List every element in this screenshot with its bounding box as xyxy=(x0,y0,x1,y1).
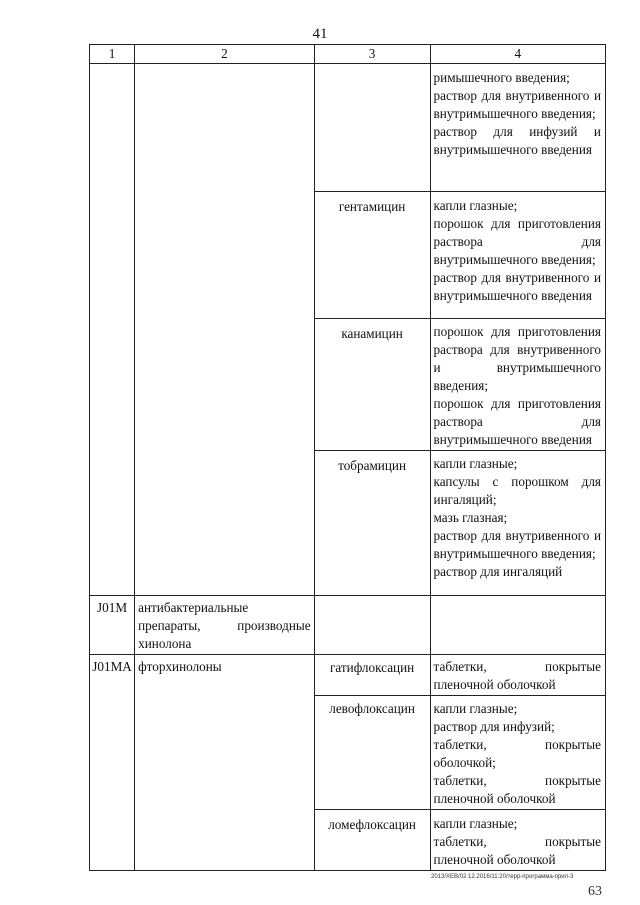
form-line: раствор для ингаляций xyxy=(433,564,563,579)
forms-cell: таблетки, покрытые пленочной оболочкой xyxy=(430,655,605,696)
group-cell: антибактериальные препараты, производные хинолона xyxy=(135,596,315,655)
forms-cell xyxy=(430,64,605,192)
form-line: раствор для инфузий; xyxy=(433,719,555,734)
form-line: капли глазные; xyxy=(433,701,518,716)
column-header-2: 2 xyxy=(135,45,315,64)
forms-cell xyxy=(430,192,605,319)
code-cell: J01MA xyxy=(90,655,135,871)
drug-cell: гатифлоксацин xyxy=(314,655,430,696)
column-header-1: 1 xyxy=(90,45,135,64)
forms-cell xyxy=(430,596,605,655)
group-cell xyxy=(135,64,315,596)
form-line: раствор для инфузий и внутримышечного введения xyxy=(433,124,601,157)
form-line: порошок для приготовления раствора для внутривенного и внутримышечного введения; xyxy=(433,324,601,393)
table-header-row xyxy=(90,45,606,64)
form-line: капсулы с порошком для ингаляций; xyxy=(433,474,601,507)
code-cell xyxy=(90,64,135,596)
page-number: 41 xyxy=(312,26,328,42)
forms-cell xyxy=(430,451,605,596)
drug-cell: левофлоксацин xyxy=(314,696,430,810)
form-line: мазь глазная; xyxy=(433,510,508,525)
form-line: римышечного введения; xyxy=(433,70,570,85)
medicines-table xyxy=(89,44,606,871)
form-line: раствор для внутривенного и внутримышечного введения xyxy=(433,270,601,303)
form-line: раствор для внутривенного и внутримышечного введения; xyxy=(433,528,601,561)
sheet-number: 63 xyxy=(588,884,602,899)
form-line: порошок для приготовления раствора для внутримышечного введения xyxy=(433,396,601,447)
column-header-4: 4 xyxy=(430,45,605,64)
footer-file-stamp: 2013/ХЕВ/02 12.2016/11:20/терр-программа-прил-3 xyxy=(431,874,574,880)
drug-cell xyxy=(314,596,430,655)
drug-cell: ломефлоксацин xyxy=(314,810,430,871)
form-line: порошок для приготовления раствора для внутримышечного введения; xyxy=(433,216,601,267)
code-cell: J01M xyxy=(90,596,135,655)
table-row xyxy=(90,64,606,192)
drug-cell: канамицин xyxy=(314,319,430,451)
form-line: капли глазные; xyxy=(433,198,518,213)
group-cell: фторхинолоны xyxy=(135,655,315,871)
forms-cell xyxy=(430,319,605,451)
column-header-3: 3 xyxy=(314,45,430,64)
form-line: таблетки, покрытые пленочной оболочкой xyxy=(433,834,601,867)
table-row xyxy=(90,655,606,696)
table-row xyxy=(90,596,606,655)
form-line: таблетки, покрытые оболочкой; xyxy=(433,737,601,770)
forms-cell xyxy=(430,696,605,810)
drug-cell: гентамицин xyxy=(314,192,430,319)
form-line: таблетки, покрытые пленочной оболочкой xyxy=(433,773,601,806)
forms-cell xyxy=(430,810,605,871)
form-line: раствор для внутривенного и внутримышечного введения; xyxy=(433,88,601,121)
form-line: капли глазные; xyxy=(433,456,518,471)
form-line: капли глазные; xyxy=(433,816,518,831)
drug-cell xyxy=(314,64,430,192)
drug-cell: тобрамицин xyxy=(314,451,430,596)
